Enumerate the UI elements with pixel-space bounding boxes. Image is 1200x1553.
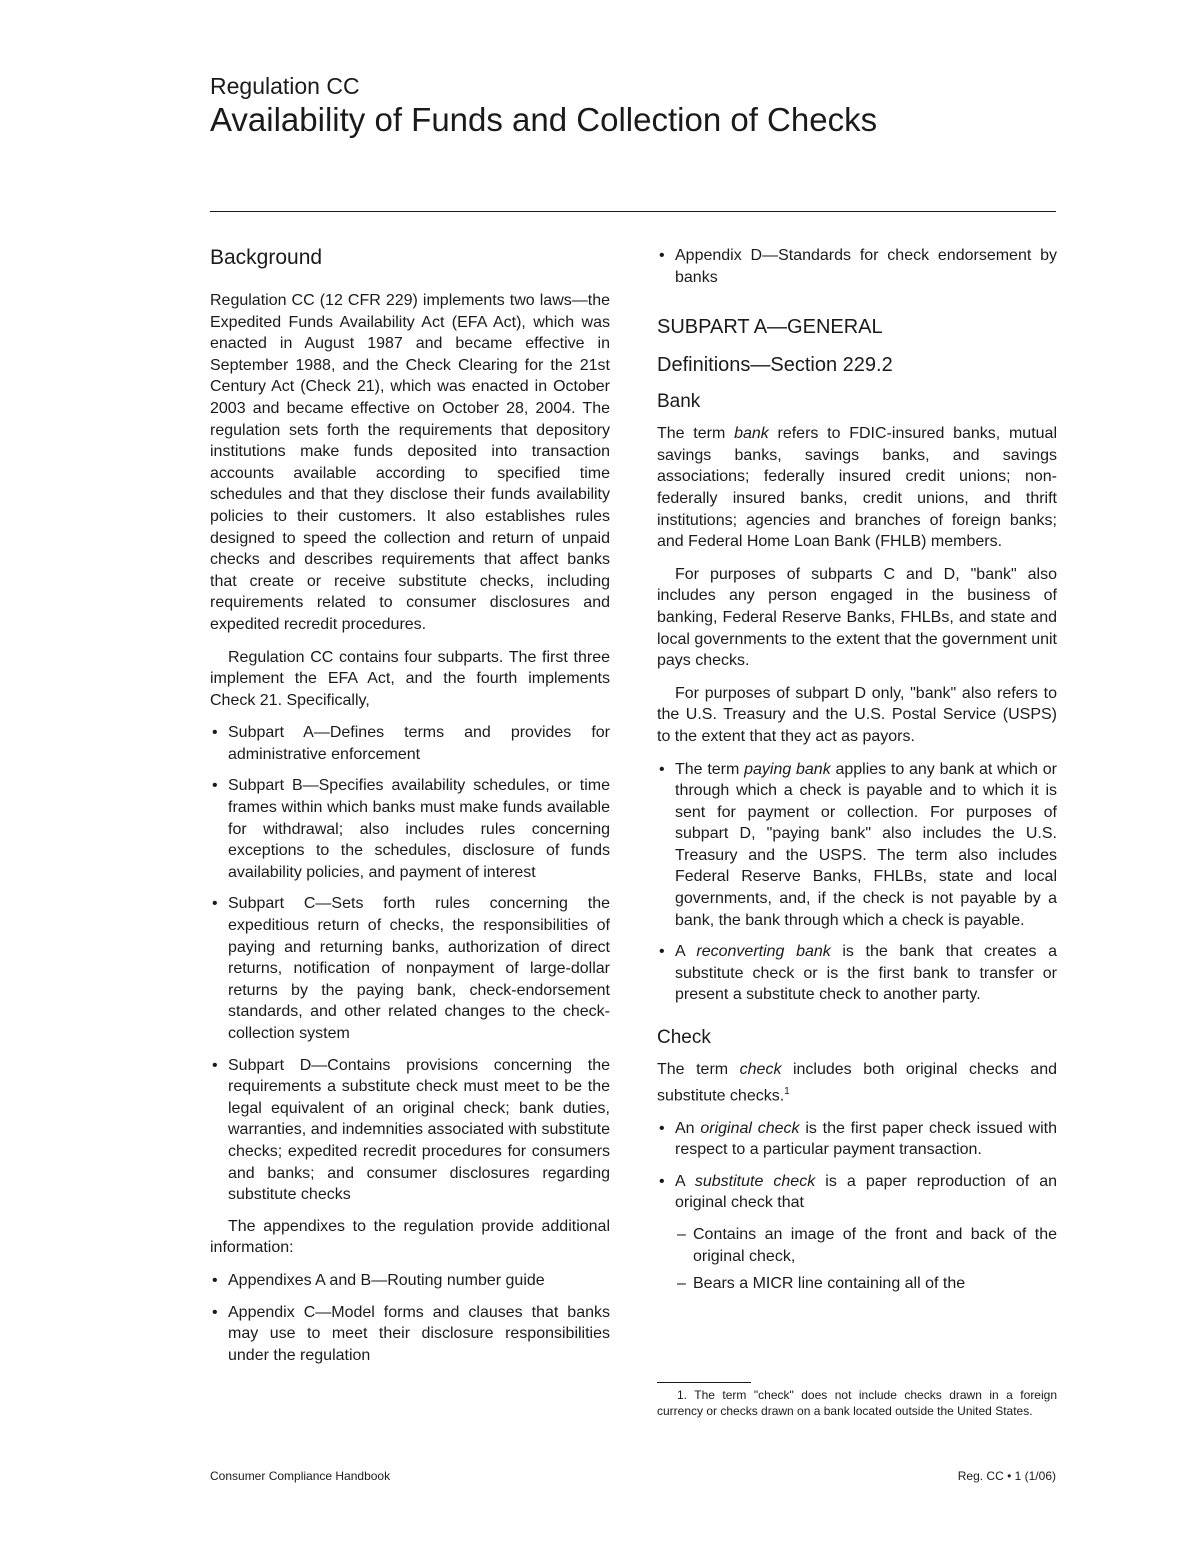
footnote-divider [657, 1382, 751, 1383]
list-item: • A substitute check is a paper reproduction of an original check that [657, 1171, 1057, 1214]
check-terms-list [657, 1118, 1057, 1214]
footnote: 1. The term "check" does not include checks drawn in a foreign currency or checks drawn on a bank located outside the United States. [657, 1388, 1057, 1418]
list-item: • Appendixes A and B—Routing number guide [210, 1270, 610, 1292]
list-item: – Contains an image of the front and back of the original check, [675, 1224, 1057, 1267]
term-bank: bank [734, 425, 769, 443]
list-item: • A reconverting bank is the bank that creates a substitute check or is the first bank to transfer or present a substitute check to another party. [657, 941, 1057, 1006]
document-header [210, 72, 877, 140]
footnote-ref: 1 [784, 1085, 790, 1097]
check-paragraph: The term check includes both original checks and substitute checks.$^1$ [657, 1061, 1057, 1104]
list-item: • Appendix D—Standards for check endorsement by banks [657, 245, 1057, 288]
list-item: • An original check is the first paper check issued with respect to a particular payment transaction. [657, 1118, 1057, 1161]
definitions-heading: Definitions—Section 229.2 [657, 354, 893, 377]
list-item: – Bears a MICR line containing all of the [675, 1273, 1057, 1295]
regulation-name: Regulation CC [210, 73, 360, 99]
bank-paragraph-3: For purposes of subpart D only, "bank" also refers to the U.S. Treasury and the U.S. Postal Service (USPS) to the extent that they act as payors. [657, 684, 1057, 745]
list-item: • Appendix C—Model forms and clauses that banks may use to meet their disclosure responsibilities under the regulation [210, 1302, 610, 1367]
check-heading: Check [657, 1027, 711, 1049]
list-item: • Subpart A—Defines terms and provides for administrative enforcement [210, 722, 610, 765]
right-column [657, 245, 1057, 1305]
list-item: • Subpart B—Specifies availability schedules, or time frames within which banks must make funds available for withdrawal; also includes rules concerning exceptions to the schedules, disclosure of funds availability policies, and payment of interest [210, 775, 610, 883]
list-item: • The term paying bank applies to any bank at which or through which a check is payable and to which it is sent for payment or collection. For purposes of subpart D, "paying bank" also includes the U.S. Treasury and the USPS. The term also includes Federal Reserve Banks, FHLBs, state and local governments, and, if the check is not payable by a bank, the bank through which a check is payable. [657, 759, 1057, 932]
bank-paragraph-1: The term bank refers to FDIC-insured banks, mutual savings banks, savings banks, and savings associations; federally insured credit unions; non-federally insured banks, credit unions, and thrift institutions; agencies and branches of foreign banks; and Federal Home Loan Bank (FHLB) members. [657, 425, 1058, 551]
document-title: Availability of Funds and Collection of Checks [210, 101, 878, 138]
footer-page-ref: Reg. CC • 1 (1/06) [957, 1469, 1056, 1483]
background-paragraph-2: Regulation CC contains four subparts. The first three implement the EFA Act, and the fourth implements Check 21. Specifically, [210, 648, 610, 709]
term-substitute-check: substitute check [694, 1172, 816, 1190]
left-column [210, 245, 610, 1376]
list-item: • Subpart C—Sets forth rules concerning the expeditious return of checks, the responsibilities of paying and returning banks, authorization of direct returns, notification of nonpayment of large-dollar returns by the paying bank, check-endorsement standards, and other related changes to the check-collection system [210, 893, 610, 1044]
term-reconverting-bank: reconverting bank [696, 943, 831, 961]
list-item: • Subpart D—Contains provisions concerning the requirements a substitute check must meet to be the legal equivalent of an original check; bank duties, warranties, and indemnities associated with substitute checks; expedited recredit procedures for consumers and banks; and consumer disclosures regarding substitute checks [210, 1055, 610, 1206]
term-paying-bank: paying bank [744, 760, 831, 778]
term-original-check: original check [700, 1119, 800, 1137]
header-divider [210, 211, 1056, 212]
footer-handbook-name: Consumer Compliance Handbook [210, 1469, 391, 1483]
term-check: check [739, 1061, 782, 1079]
background-paragraph-1: Regulation CC (12 CFR 229) implements two laws—the Expedited Funds Availability Act (EFA Act), which was enacted in August 1987 and became effective in September 1988, and the Check Clearing for the 21st Century Act (Check 21), which was enacted in October 2003 and became effective on October 28, 2004. The regulation sets forth the requirements that depository institutions make funds deposited into transaction accounts available according to specified time schedules and that they disclose their funds availability policies to their customers. It also establishes rules designed to speed the collection and return of unpaid checks and describes requirements that affect banks that create or receive substitute checks, including requirements related to consumer disclosures and expedited recredit procedures. [210, 292, 610, 633]
bank-terms-list [657, 759, 1057, 1007]
substitute-check-criteria [675, 1224, 1057, 1295]
subpart-a-heading: SUBPART A—GENERAL [657, 316, 883, 339]
subparts-list [210, 722, 610, 1205]
bank-heading: Bank [657, 391, 701, 413]
appendixes-list [210, 1270, 610, 1366]
background-paragraph-3: The appendixes to the regulation provide additional information: [210, 1217, 610, 1257]
appendix-d-list [657, 245, 1057, 288]
bank-paragraph-2: For purposes of subparts C and D, "bank" also includes any person engaged in the business of banking, Federal Reserve Banks, FHLBs, and state and local governments to the extent that the government unit pays checks. [657, 565, 1057, 670]
background-heading: Background [210, 246, 323, 269]
